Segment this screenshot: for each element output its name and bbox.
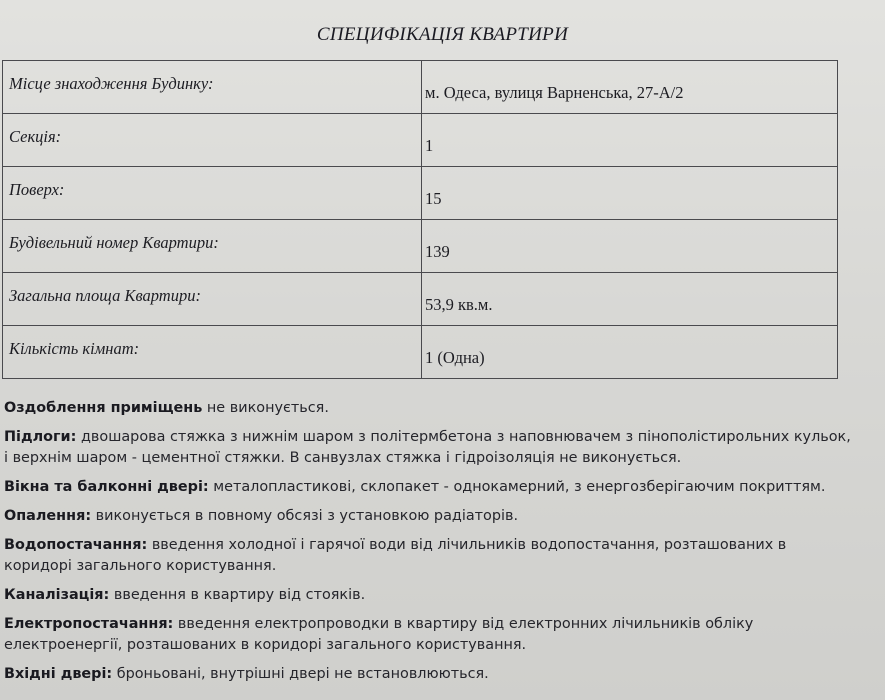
note-heating: Опалення: виконується в повному обсязі з установкою радіаторів.	[4, 508, 519, 524]
note-water-supply: Водопостачання: введення холодної і гарячої води від лічильників водопостачання, розташованих в	[4, 537, 787, 553]
row-value-total-area: 53,9 кв.м.	[425, 295, 493, 314]
row-label-apartment-number: Будівельний номер Квартири:	[9, 233, 219, 252]
table-row	[3, 326, 838, 379]
row-label-floor: Поверх:	[9, 180, 65, 199]
row-value-apartment-number: 139	[425, 242, 450, 261]
note-sewerage: Каналізація: введення в квартиру від стояків.	[4, 587, 366, 603]
table-row	[3, 167, 838, 220]
row-label-section: Секція:	[9, 127, 62, 146]
note-windows: Вікна та балконні двері: металопластикові, склопакет - однокамерний, з енергозберігаючим покриттям.	[4, 479, 826, 495]
note-floors-cont: і верхнім шаром - цементної стяжки. В санвузлах стяжка і гідроізоляція не виконується.	[4, 450, 682, 466]
row-value-location: м. Одеса, вулиця Варненська, 27-А/2	[425, 83, 684, 102]
row-label-rooms: Кількість кімнат:	[9, 339, 140, 358]
row-value-floor: 15	[425, 189, 442, 208]
row-label-total-area: Загальна площа Квартири:	[9, 286, 201, 305]
specification-notes	[4, 398, 885, 685]
table-row	[3, 114, 838, 167]
note-electricity: Електропостачання: введення електропроводки в квартиру від електронних лічильників обліку	[4, 616, 754, 632]
note-finishing: Оздоблення приміщень не виконується.	[4, 400, 329, 416]
row-value-section: 1	[425, 136, 434, 155]
note-entrance-door: Вхідні двері: броньовані, внутрішні двері не встановлюються.	[4, 666, 489, 682]
table-row	[3, 61, 838, 114]
row-value-rooms: 1 (Одна)	[425, 348, 485, 367]
specification-table	[2, 60, 838, 379]
document-title: СПЕЦИФІКАЦІЯ КВАРТИРИ	[316, 24, 569, 45]
table-row	[3, 273, 838, 326]
table-row	[3, 220, 838, 273]
note-floors: Підлоги: двошарова стяжка з нижнім шаром з політермбетона з наповнювачем з пінополістирольних кульок,	[4, 429, 851, 445]
row-label-location: Місце знаходження Будинку:	[9, 74, 214, 93]
note-water-supply-cont: коридорі загального користування.	[4, 558, 277, 574]
note-electricity-cont: електроенергії, розташованих в коридорі загального користування.	[4, 637, 527, 653]
